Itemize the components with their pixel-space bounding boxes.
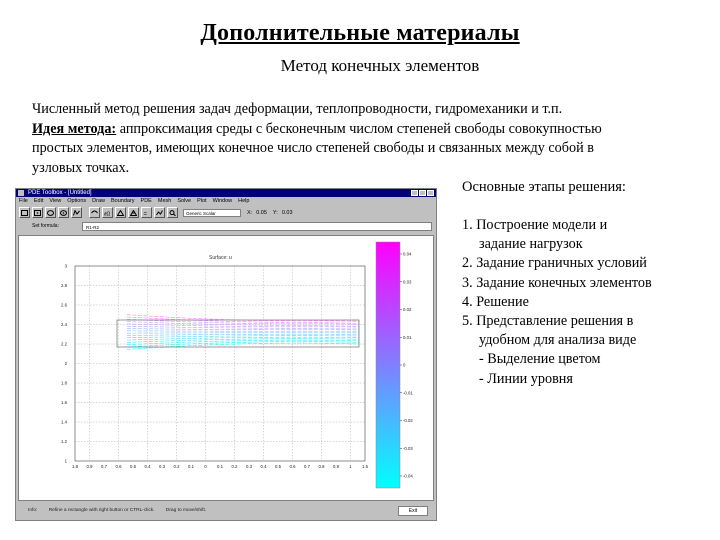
boundary-icon[interactable] — [89, 207, 100, 218]
formula-input[interactable]: R1-R2 — [82, 222, 432, 231]
status-info — [28, 508, 216, 513]
menu-view[interactable]: View — [49, 198, 62, 204]
mode-select[interactable]: Generic Scalar — [183, 209, 241, 217]
x-tick-label: 0 — [204, 464, 207, 469]
colorbar-tick-label: -0.03 — [403, 445, 413, 451]
window-controls — [411, 190, 434, 196]
colorbar-tick-label: 0.04 — [403, 251, 412, 257]
x-tick-label: 0.3 — [159, 464, 165, 469]
x-tick-label: 0.2 — [231, 464, 238, 469]
step-line: задание нагрузок — [479, 236, 583, 253]
colorbar — [376, 242, 400, 488]
minimize-icon[interactable] — [411, 190, 418, 196]
polygon-icon[interactable] — [71, 207, 82, 218]
y-tick-label: 1 — [64, 458, 67, 464]
step-line: 4. Решение — [462, 293, 529, 310]
x-tick-label: 0.6 — [115, 464, 122, 469]
step-line: 5. Представление решения в — [462, 313, 634, 330]
y-tick-label: 2.6 — [61, 302, 67, 308]
menu-bar — [16, 198, 436, 205]
intro-line-4: узловых точках. — [32, 159, 130, 176]
x-tick-label: 1 — [349, 464, 352, 469]
y-tick-label: 2 — [64, 361, 67, 366]
intro-line-3: простых элементов, имеющих конечное число степеней свободы и связанных между собой в — [32, 140, 594, 156]
step-line: - Линии уровня — [479, 370, 573, 387]
menu-help[interactable]: Help — [238, 198, 250, 204]
menu-plot[interactable]: Plot — [197, 198, 207, 204]
surface-plot — [19, 236, 433, 500]
plot-title: Surface: u — [209, 255, 232, 261]
menu-draw[interactable]: Draw — [92, 198, 105, 204]
intro-text — [32, 100, 702, 178]
step-line: - Выделение цветом — [479, 351, 601, 368]
x-tick-label: 0.1 — [188, 464, 194, 469]
y-coord-value: 0.03 — [281, 209, 293, 216]
refine-icon[interactable] — [128, 207, 139, 218]
colorbar-tick-label: 0.02 — [403, 307, 412, 313]
y-tick-label: 1.4 — [61, 419, 67, 425]
plot-canvas[interactable] — [18, 235, 434, 501]
menu-mesh[interactable]: Mesh — [157, 198, 172, 204]
x-tick-label: 0.1 — [217, 464, 223, 469]
app-icon — [18, 190, 24, 196]
x-tick-label: 0.6 — [289, 464, 296, 469]
colorbar-tick-label: 0.01 — [403, 334, 412, 340]
triangle-icon[interactable] — [115, 207, 126, 218]
y-tick-label: 1.2 — [61, 439, 67, 444]
menu-window[interactable]: Window — [212, 198, 233, 204]
window-titlebar[interactable] — [16, 189, 436, 197]
colorbar-tick-label: -0.04 — [403, 473, 413, 479]
menu-options[interactable]: Options — [67, 198, 87, 204]
x-tick-label: 0.7 — [304, 464, 310, 469]
slide-title: Дополнительные материалы — [200, 20, 520, 46]
menu-boundary[interactable]: Boundary — [111, 198, 135, 204]
pde-icon[interactable] — [102, 207, 113, 218]
x-tick-label: 1.5 — [362, 464, 368, 469]
step-line: 1. Построение модели и — [462, 217, 608, 233]
window-title: PDE Toolbox - [Untitled] — [28, 190, 92, 196]
menu-file[interactable]: File — [19, 198, 28, 204]
x-tick-label: 0.5 — [130, 464, 136, 469]
toolbar — [16, 206, 436, 219]
step-line: 2. Задание граничных условий — [462, 255, 647, 272]
zoom-icon[interactable] — [167, 207, 178, 218]
status-info-label: Info: — [28, 508, 38, 513]
x-tick-label: 0.8 — [318, 464, 325, 469]
close-icon[interactable] — [427, 190, 434, 196]
menu-edit[interactable]: Edit — [33, 198, 44, 204]
formula-label: Set formula: — [32, 223, 59, 229]
x-tick-label: 0.7 — [101, 464, 107, 469]
slide-subtitle: Метод конечных элементов — [280, 56, 480, 75]
steps-title: Основные этапы решения: — [462, 179, 626, 195]
pde-toolbox-window — [15, 188, 437, 521]
y-tick-label: 2.8 — [61, 283, 67, 288]
steps-list — [462, 216, 712, 389]
x-tick-label: 0.9 — [333, 464, 339, 469]
exit-button[interactable]: Exit — [398, 506, 428, 516]
menu-pde[interactable]: PDE — [140, 198, 152, 204]
x-tick-label: 0.5 — [275, 464, 281, 469]
intro-line-2 — [32, 120, 702, 140]
x-tick-label: 0.4 — [144, 464, 151, 469]
x-tick-label: 0.4 — [260, 464, 267, 469]
colorbar-tick-label: 0 — [403, 362, 406, 368]
intro-line-1: Численный метод решения задач деформации, теплопроводности, гидромеханики и т.п. — [32, 101, 563, 117]
status-info-text: Refine a rectangle with right button or CTRL-click. — [48, 508, 155, 513]
x-tick-label: 0.2 — [173, 464, 180, 469]
idea-label: Идея метода: — [32, 120, 117, 137]
y-tick-label: 2.4 — [61, 322, 67, 327]
colorbar-tick-label: -0.02 — [403, 418, 413, 424]
colorbar-tick-label: 0.03 — [403, 279, 412, 285]
y-coord-label: Y: — [272, 209, 278, 216]
status-bar — [16, 502, 436, 520]
plot-icon[interactable] — [154, 207, 165, 218]
idea-text: аппроксимация среды с бесконечным числом степеней свободы совокупностью — [116, 120, 602, 137]
x-coord-label: X: — [247, 209, 253, 216]
x-tick-label: 0.9 — [86, 464, 93, 469]
ellipse-icon[interactable] — [45, 207, 56, 218]
rectangle-icon[interactable] — [19, 207, 30, 218]
rectangle-center-icon[interactable] — [32, 207, 43, 218]
svg-text:=: = — [143, 211, 148, 216]
step-line: 3. Задание конечных элементов — [462, 274, 652, 291]
status-info-text: Drag to move/shift. — [165, 508, 207, 513]
colorbar-tick-label: -0.01 — [403, 390, 413, 396]
y-tick-label: 1.6 — [61, 400, 67, 405]
formula-bar — [16, 221, 436, 232]
x-coord-value: 0.05 — [256, 209, 267, 216]
solve-icon[interactable] — [141, 207, 152, 218]
step-line: удобном для анализа виде — [479, 332, 637, 349]
y-tick-label: 1.8 — [61, 380, 67, 386]
maximize-icon[interactable] — [419, 190, 426, 196]
menu-solve[interactable]: Solve — [177, 198, 192, 204]
y-tick-label: 2.2 — [61, 341, 67, 347]
ellipse-center-icon[interactable] — [58, 207, 69, 218]
svg-text:∂Ω: ∂Ω — [104, 211, 111, 216]
x-tick-label: 0.3 — [246, 464, 252, 469]
y-tick-label: 3 — [64, 263, 67, 269]
x-tick-label: 1.8 — [72, 464, 78, 469]
